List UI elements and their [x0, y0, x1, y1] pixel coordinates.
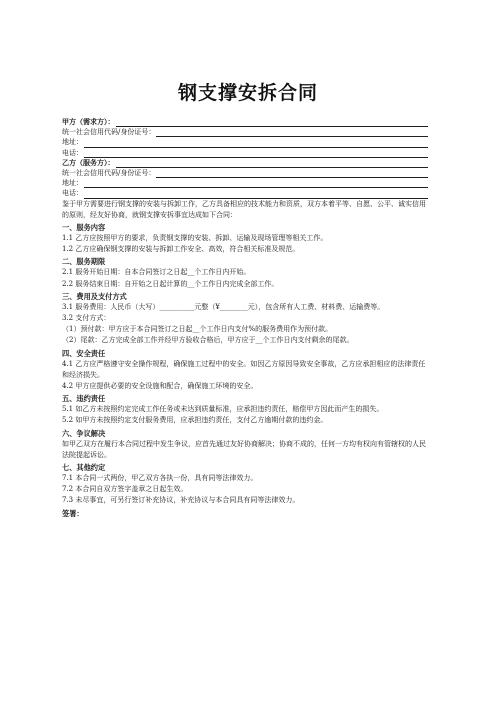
party-a-code-blank[interactable]	[156, 128, 428, 137]
party-b-phone-blank[interactable]	[84, 190, 428, 199]
party-a-phone-field	[62, 148, 428, 158]
clause-3-2-final: （2）尾款：乙方完成全部工作并经甲方验收合格后，甲方应于__个工作日内支付剩余的尾款。	[62, 336, 354, 345]
section-1-heading: 一、服务内容	[62, 223, 106, 233]
party-b-address-field	[62, 178, 428, 188]
section-6-heading: 六、争议解决	[62, 428, 106, 438]
party-b-address-label: 地址：	[62, 179, 83, 188]
clause-4-2: 4.2 甲方应提供必要的安全设施和配合，确保施工环境的安全。	[62, 382, 258, 391]
section-4-heading: 四、安全责任	[62, 348, 106, 358]
party-b-code-label: 统一社会信用代码/身份证号：	[62, 169, 156, 178]
clause-7-2: 7.2 本合同自双方签字盖章之日起生效。	[62, 485, 188, 494]
signature-label: 签署：	[62, 508, 84, 518]
clause-4-1: 4.1 乙方应严格遵守安全操作规程，确保施工过程中的安全。如因乙方原因导致安全事故，乙方应承担相应的法律责任和经济损失。	[62, 359, 426, 379]
party-b-name-blank[interactable]	[116, 159, 429, 168]
party-b-phone-field	[62, 188, 428, 198]
document-title: 钢支撑安拆合同	[177, 82, 318, 104]
party-a-code-label: 统一社会信用代码/身份证号：	[62, 128, 156, 137]
party-a-heading: 甲方（需求方）：	[62, 118, 115, 126]
clause-7-3: 7.3 未尽事宜，可另行签订补充协议，补充协议与本合同具有同等法律效力。	[62, 496, 300, 505]
clause-3-1: 3.1 服务费用：人民币（大写）__________元整（¥________元），包含所有人工费、材料费、运输费等。	[62, 302, 385, 311]
party-a-phone-blank[interactable]	[84, 149, 428, 158]
party-b-code-blank[interactable]	[156, 169, 428, 178]
party-b-code-field	[62, 168, 428, 178]
party-b-phone-label: 电话：	[62, 189, 83, 198]
section-2-heading: 二、服务期限	[62, 257, 106, 267]
clause-5-2: 5.2 如甲方未按照约定支付服务费用，应承担违约责任，支付乙方逾期付款的违约金。	[62, 416, 328, 425]
section-7-heading: 七、其他约定	[62, 463, 106, 473]
clause-3-2: 3.2 支付方式：	[62, 314, 111, 323]
party-a-phone-label: 电话：	[62, 148, 83, 157]
party-a-address-blank[interactable]	[84, 139, 428, 148]
clause-2-1: 2.1 服务开始日期：自本合同签订之日起__个工作日内开始。	[62, 268, 251, 277]
party-a-code-field	[62, 127, 428, 137]
clause-3-2-prepay: （1）预付款：甲方应于本合同签订之日起__个工作日内支付%的服务费用作为预付款。	[62, 325, 333, 334]
preamble-paragraph: 鉴于甲方需要进行钢支撑的安装与拆卸工作，乙方具备相应的技术能力和资质，双方本着平等、自愿、公平、诚实信用的原则，经友好协商，就钢支撑安拆事宜达成如下合同：	[62, 199, 426, 219]
party-a-name-blank[interactable]	[116, 118, 429, 127]
party-a-address-label: 地址：	[62, 138, 83, 147]
party-a-heading-field	[62, 117, 428, 127]
clause-6-text: 如甲乙双方在履行本合同过程中发生争议，应首先通过友好协商解决；协商不成的，任何一方均有权向有管辖权的人民法院提起诉讼。	[62, 439, 426, 459]
clause-5-1: 5.1 如乙方未按照约定完成工作任务或未达到质量标准，应承担违约责任，赔偿甲方因此而产生的损失。	[62, 405, 384, 414]
party-a-address-field	[62, 137, 428, 147]
party-b-heading: 乙方（服务方）：	[62, 158, 115, 167]
section-5-heading: 五、违约责任	[62, 394, 106, 404]
clause-2-2: 2.2 服务结束日期：自开始之日起计算的__个工作日内完成全部工作。	[62, 279, 279, 288]
clause-1-2: 1.2 乙方应确保钢支撑的安装与拆卸工作安全、高效，符合相关标准及规范。	[62, 245, 300, 254]
clause-1-1: 1.1 乙方应按照甲方的要求，负责钢支撑的安装、拆卸、运输及现场管理等相关工作。	[62, 234, 328, 243]
section-3-heading: 三、费用及支付方式	[62, 291, 127, 301]
party-b-address-blank[interactable]	[84, 179, 428, 188]
party-b-heading-field	[62, 158, 428, 168]
contract-body	[62, 117, 428, 519]
clause-7-1: 7.1 本合同一式两份，甲乙双方各执一份，具有同等法律效力。	[62, 474, 258, 483]
